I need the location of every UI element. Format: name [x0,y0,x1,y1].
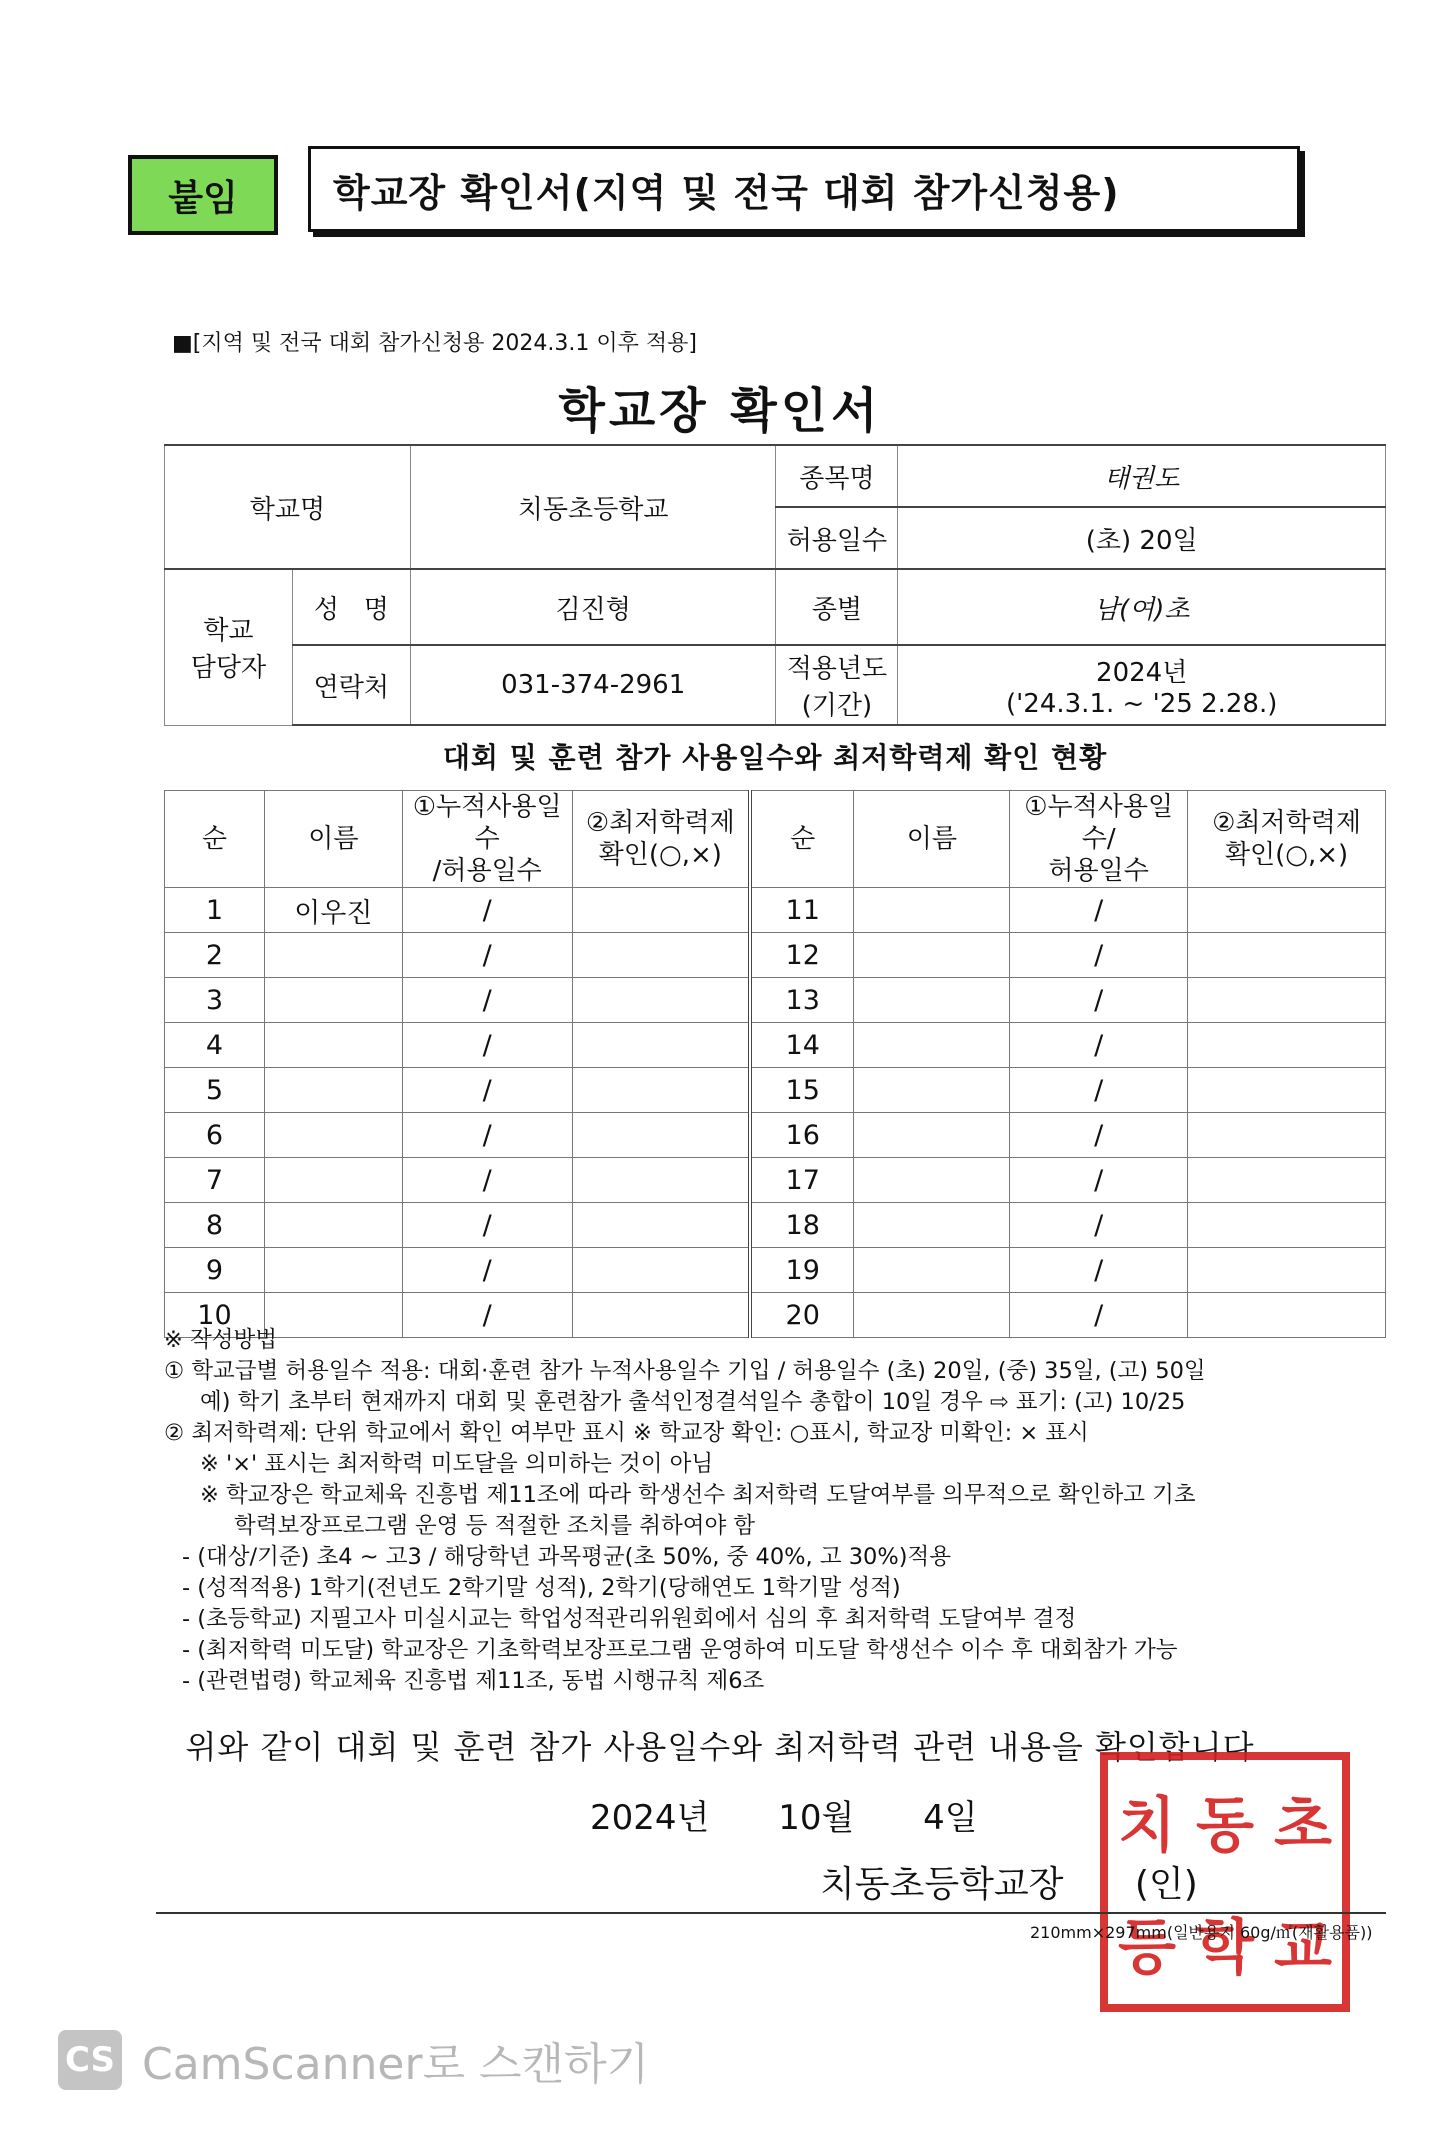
row-days: / [1010,1203,1188,1248]
header-acad-right-1: ②최저학력제 [1212,808,1361,838]
row-acad [1188,1068,1386,1113]
row-acad [1188,1113,1386,1158]
seal-char: 교 [1274,1913,1332,1983]
row-name [854,933,1010,978]
row-name [854,978,1010,1023]
row-days: / [402,1068,572,1113]
principal-title: 치동초등학교장 [820,1864,1064,1905]
row-acad [572,933,750,978]
header-acad-right [1188,791,1386,888]
header-acad-left-1: ②최저학력제 [585,808,735,838]
table-row [165,1248,1386,1293]
instruction-line: ① 학교급별 허용일수 적용: 대회·훈련 참가 누적사용일수 기입 / 허용일수 (초) 20일, (중) 35일, (고) 50일 [164,1358,1206,1384]
instruction-line: - (관련법령) 학교체육 진흥법 제11조, 동법 시행규칙 제6조 [182,1668,765,1694]
row-no: 15 [750,1068,854,1113]
gender-value: 남(여)초 [898,569,1386,645]
row-no: 2 [165,933,265,978]
contact-label-line2: 담당자 [190,653,267,684]
applicability-note: ■[지역 및 전국 대회 참가신청용 2024.3.1 이후 적용] [172,331,697,356]
row-days: / [1010,1113,1188,1158]
row-acad [572,1248,750,1293]
header-name-left: 이름 [264,791,402,888]
header-days-left [402,791,572,888]
person-name-label: 성 명 [292,569,410,645]
row-name [854,1203,1010,1248]
row-no: 12 [750,933,854,978]
header-no-right: 순 [750,791,854,888]
row-name [264,933,402,978]
row-acad [572,1203,750,1248]
table-row [165,933,1386,978]
row-name [264,1158,402,1203]
contact-person-label [165,569,293,725]
row-no: 6 [165,1113,265,1158]
allowed-days-value: (초) 20일 [898,507,1386,569]
row-days: / [402,933,572,978]
header-days-left-2: /허용일수 [432,856,542,886]
row-acad [1188,1248,1386,1293]
paper-spec: 210mm×297mm(일반용지 60g/㎡(재활용품)) [1030,1923,1373,1942]
row-no: 10 [165,1293,265,1338]
row-no: 16 [750,1113,854,1158]
row-acad [572,978,750,1023]
row-no: 1 [165,888,265,933]
row-name [854,1023,1010,1068]
row-name [854,1248,1010,1293]
row-name [264,978,402,1023]
row-days: / [402,1248,572,1293]
sport-label: 종목명 [776,445,898,507]
table-row [165,1068,1386,1113]
period-range: ('24.3.1. ~ '25 2.28.) [1006,688,1278,719]
table-row [165,1023,1386,1068]
contact-label-line1: 학교 [203,616,254,647]
gender-label: 종별 [776,569,898,645]
row-name [854,1158,1010,1203]
sport-value: 태권도 [898,445,1386,507]
row-days: / [402,888,572,933]
row-acad [1188,1023,1386,1068]
seal-char: 동 [1196,1791,1254,1861]
row-name [854,1113,1010,1158]
row-name [264,1068,402,1113]
period-year: 2024년 [1096,657,1188,688]
instruction-line: 예) 학기 초부터 현재까지 대회 및 훈련참가 출석인정결석일수 총합이 10일 경우 ⇨ 표기: (고) 10/25 [200,1389,1186,1415]
school-seal-stamp [1100,1752,1350,2012]
period-value [898,645,1386,725]
row-days: / [1010,1023,1188,1068]
row-no: 13 [750,978,854,1023]
school-info-table [164,444,1386,726]
status-section-title: 대회 및 훈련 참가 사용일수와 최저학력제 확인 현황 [442,741,1108,774]
instructions-title: ※ 작성방법 [164,1327,277,1353]
period-label-line1: 적용년도 [786,654,888,684]
row-acad [1188,1158,1386,1203]
instruction-line: - (대상/기준) 초4 ~ 고3 / 해당학년 과목평균(초 50%, 중 40%, 고 30%)적용 [182,1544,951,1570]
header-days-right-1: ①누적사용일수/ [1024,792,1174,854]
school-name-label: 학교명 [165,445,411,569]
watermark-text: CamScanner로 스캔하기 [142,2039,650,2090]
instructions-block [164,1325,1394,1697]
instruction-line: - (초등학교) 지필고사 미실시교는 학업성적관리위원회에서 심의 후 최저학력 도달여부 결정 [182,1606,1077,1632]
row-days: / [1010,888,1188,933]
attachment-tag: 붙임 [128,155,278,235]
row-days: / [1010,1293,1188,1338]
seal-char: 학 [1196,1913,1254,1983]
row-days: / [402,1158,572,1203]
date-year: 2024년 [590,1798,710,1838]
seal-char: 등 [1118,1913,1176,1983]
header-acad-left-2: 확인(○,×) [598,840,722,870]
person-name-value: 김진형 [410,569,776,645]
phone-value: 031-374-2961 [410,645,776,725]
period-label [776,645,898,725]
header-acad-right-2: 확인(○,×) [1224,840,1349,870]
header-days-right-2: 허용일수 [1048,856,1149,886]
header-no-left: 순 [165,791,265,888]
instruction-line: ※ 학교장은 학교체육 진흥법 제11조에 따라 학생선수 최저학력 도달여부를 의무적으로 확인하고 기초 [200,1482,1196,1508]
instruction-line: 학력보장프로그램 운영 등 적절한 조치를 취하여야 함 [234,1513,756,1539]
table-row [165,978,1386,1023]
row-no: 9 [165,1248,265,1293]
signature-date [590,1790,1036,1839]
header-name-right: 이름 [854,791,1010,888]
row-no: 5 [165,1068,265,1113]
row-no: 18 [750,1203,854,1248]
table-row [165,1158,1386,1203]
instruction-line: - (성적적용) 1학기(전년도 2학기말 성적), 2학기(당해연도 1학기말 성적) [182,1575,901,1601]
row-acad [572,1158,750,1203]
row-days: / [1010,1158,1188,1203]
camscanner-icon: CS [58,2030,122,2090]
row-name [264,1023,402,1068]
row-days: / [1010,933,1188,978]
period-label-line2: (기간) [801,691,873,721]
seal-mark: (인) [1134,1864,1198,1905]
row-days: / [1010,978,1188,1023]
table-row [165,1203,1386,1248]
table-row [165,888,1386,933]
row-days: / [402,1203,572,1248]
instruction-line: - (최저학력 미도달) 학교장은 기초학력보장프로그램 운영하여 미도달 학생선수 이수 후 대회참가 가능 [182,1637,1178,1663]
row-acad [572,1023,750,1068]
row-acad [572,888,750,933]
allowed-days-label: 허용일수 [776,507,898,569]
row-no: 20 [750,1293,854,1338]
row-no: 7 [165,1158,265,1203]
seal-char: 초 [1274,1791,1332,1861]
row-acad [572,1068,750,1113]
row-no: 8 [165,1203,265,1248]
row-name: 이우진 [264,888,402,933]
footer-divider [156,1912,1386,1914]
row-no: 4 [165,1023,265,1068]
row-days: / [1010,1248,1188,1293]
confirmation-statement: 위와 같이 대회 및 훈련 참가 사용일수와 최저학력 관련 내용을 확인합니다 [185,1728,1255,1766]
row-name [854,888,1010,933]
seal-char: 치 [1118,1791,1176,1861]
row-no: 14 [750,1023,854,1068]
row-no: 11 [750,888,854,933]
row-name [264,1203,402,1248]
athlete-roster-table [164,790,1386,1338]
row-acad [1188,888,1386,933]
row-days: / [402,1023,572,1068]
row-acad [1188,933,1386,978]
form-banner-title: 학교장 확인서(지역 및 전국 대회 참가신청용) [308,146,1300,232]
row-days: / [402,1293,572,1338]
camscanner-watermark [58,2028,649,2092]
document-title: 학교장 확인서 [558,383,882,439]
school-name-value: 치동초등학교 [410,445,776,569]
row-acad [1188,978,1386,1023]
row-no: 3 [165,978,265,1023]
table-row [165,1113,1386,1158]
row-no: 17 [750,1158,854,1203]
row-name [264,1248,402,1293]
header-days-right [1010,791,1188,888]
row-name [854,1068,1010,1113]
header-acad-left [572,791,750,888]
phone-label: 연락처 [292,645,410,725]
row-days: / [402,1113,572,1158]
row-acad [1188,1203,1386,1248]
instruction-line: ② 최저학력제: 단위 학교에서 확인 여부만 표시 ※ 학교장 확인: ○표시, 학교장 미확인: × 표시 [164,1420,1089,1446]
date-month: 10월 [778,1798,855,1838]
row-days: / [402,978,572,1023]
row-name [264,1113,402,1158]
date-day: 4일 [923,1798,978,1838]
row-days: / [1010,1068,1188,1113]
instruction-line: ※ '×' 표시는 최저학력 미도달을 의미하는 것이 아님 [200,1451,714,1477]
row-acad [572,1113,750,1158]
header-days-left-1: ①누적사용일수 [412,792,562,854]
row-no: 19 [750,1248,854,1293]
